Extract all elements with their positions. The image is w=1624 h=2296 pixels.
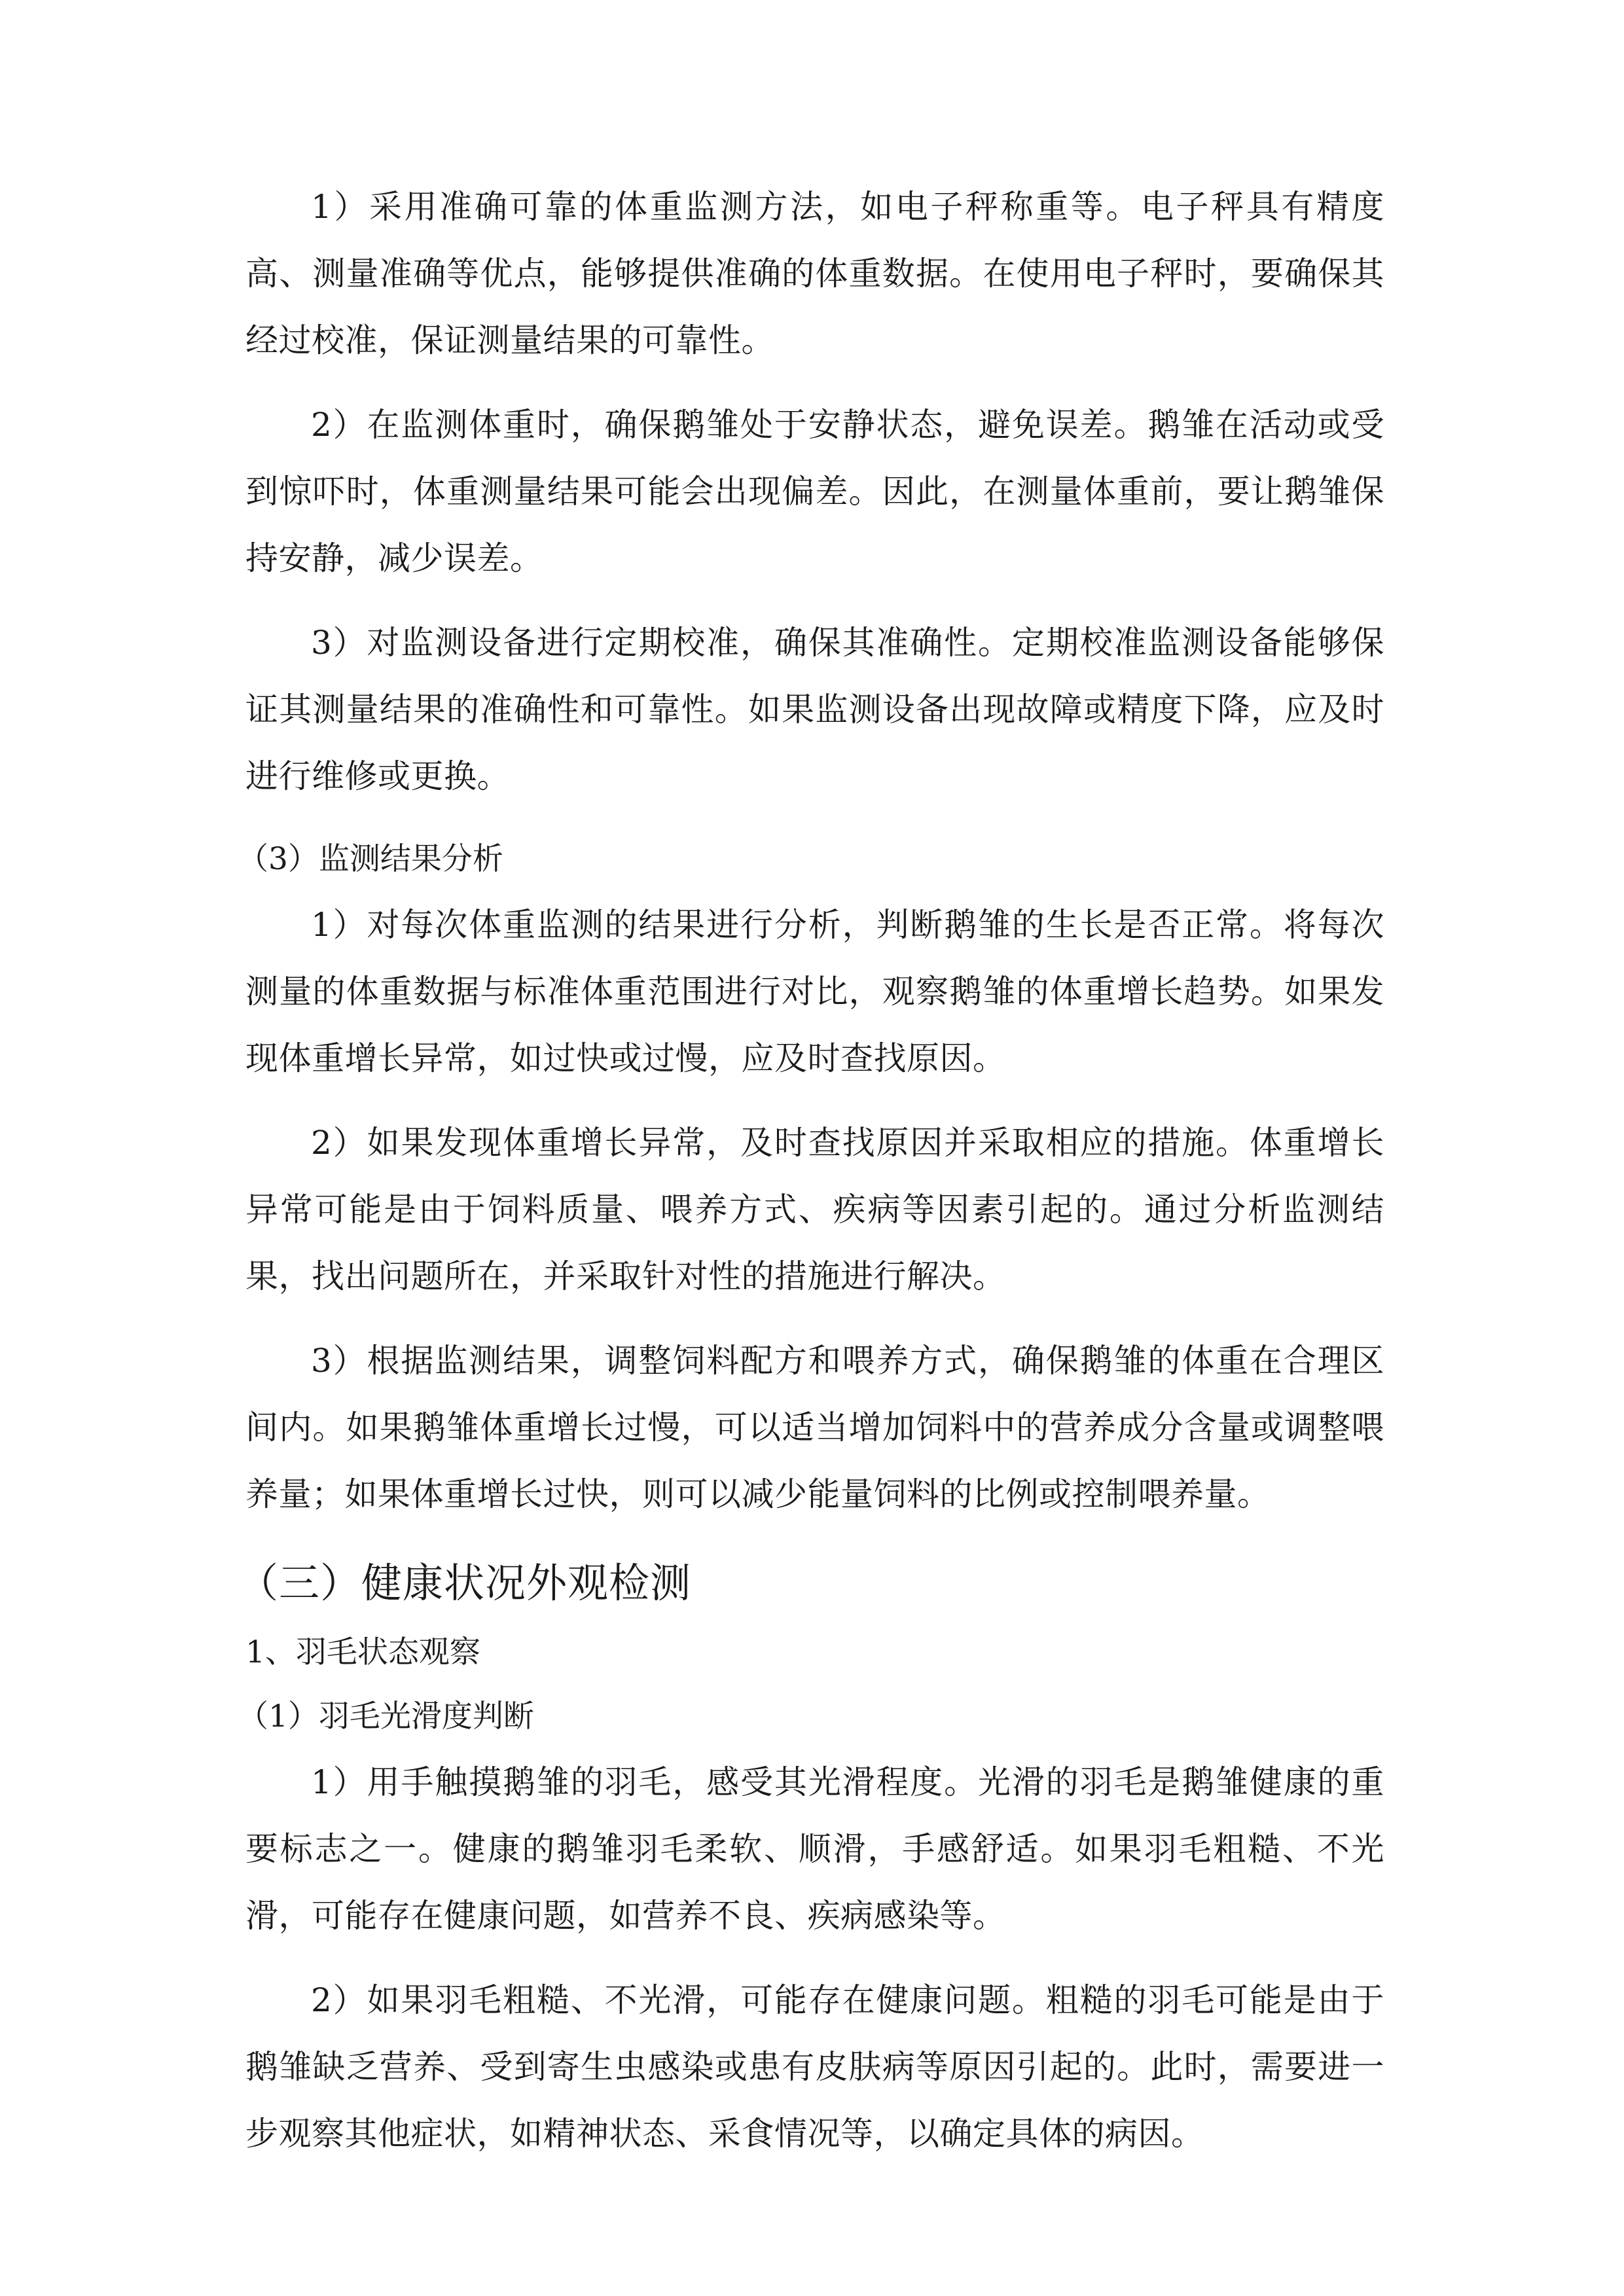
- paragraph-analysis-1: 1）对每次体重监测的结果进行分析，判断鹅雏的生长是否正常。将每次测量的体重数据与标准体重范围进行对比，观察鹅雏的体重增长趋势。如果发现体重增长异常，如过快或过慢，应及时查找原因。: [245, 906, 1384, 1077]
- subheading-result-analysis: （3）监测结果分析: [238, 841, 503, 877]
- paragraph-analysis-3: 3）根据监测结果，调整饲料配方和喂养方式，确保鹅雏的体重在合理区间内。如果鹅雏体重增长过慢，可以适当增加饲料中的营养成分含量或调整喂养量；如果体重增长过快，则可以减少能量饲料的比例或控制喂养量。: [245, 1342, 1384, 1513]
- document-page: [238, 173, 1384, 2185]
- paragraph-feather-1: 1）用手触摸鹅雏的羽毛，感受其光滑程度。光滑的羽毛是鹅雏健康的重要标志之一。健康的鹅雏羽毛柔软、顺滑，手感舒适。如果羽毛粗糙、不光滑，可能存在健康问题，如营养不良、疾病感染等。: [245, 1763, 1384, 1935]
- paragraph-scale-method: 1）采用准确可靠的体重监测方法，如电子秤称重等。电子秤具有精度高、测量准确等优点，能够提供准确的体重数据。在使用电子秤时，要确保其经过校准，保证测量结果的可靠性。: [245, 188, 1384, 359]
- paragraph-quiet-state: 2）在监测体重时，确保鹅雏处于安静状态，避免误差。鹅雏在活动或受到惊吓时，体重测量结果可能会出现偏差。因此，在测量体重前，要让鹅雏保持安静，减少误差。: [245, 406, 1384, 577]
- paragraph-calibration: 3）对监测设备进行定期校准，确保其准确性。定期校准监测设备能够保证其测量结果的准确性和可靠性。如果监测设备出现故障或精度下降，应及时进行维修或更换。: [245, 624, 1384, 795]
- paragraph-analysis-2: 2）如果发现体重增长异常，及时查找原因并采取相应的措施。体重增长异常可能是由于饲料质量、喂养方式、疾病等因素引起的。通过分析监测结果，找出问题所在，并采取针对性的措施进行解决。: [245, 1124, 1384, 1295]
- paragraph-feather-2: 2）如果羽毛粗糙、不光滑，可能存在健康问题。粗糙的羽毛可能是由于鹅雏缺乏营养、受到寄生虫感染或患有皮肤病等原因引起的。此时，需要进一步观察其他症状，如精神状态、采食情况等，以确定具体的病因。: [245, 1981, 1384, 2153]
- subheading-feather-observation: 1、羽毛状态观察: [245, 1634, 480, 1670]
- subheading-feather-smoothness: （1）羽毛光滑度判断: [238, 1698, 534, 1734]
- section-heading-health-check: （三）健康状况外观检测: [238, 1559, 692, 1607]
